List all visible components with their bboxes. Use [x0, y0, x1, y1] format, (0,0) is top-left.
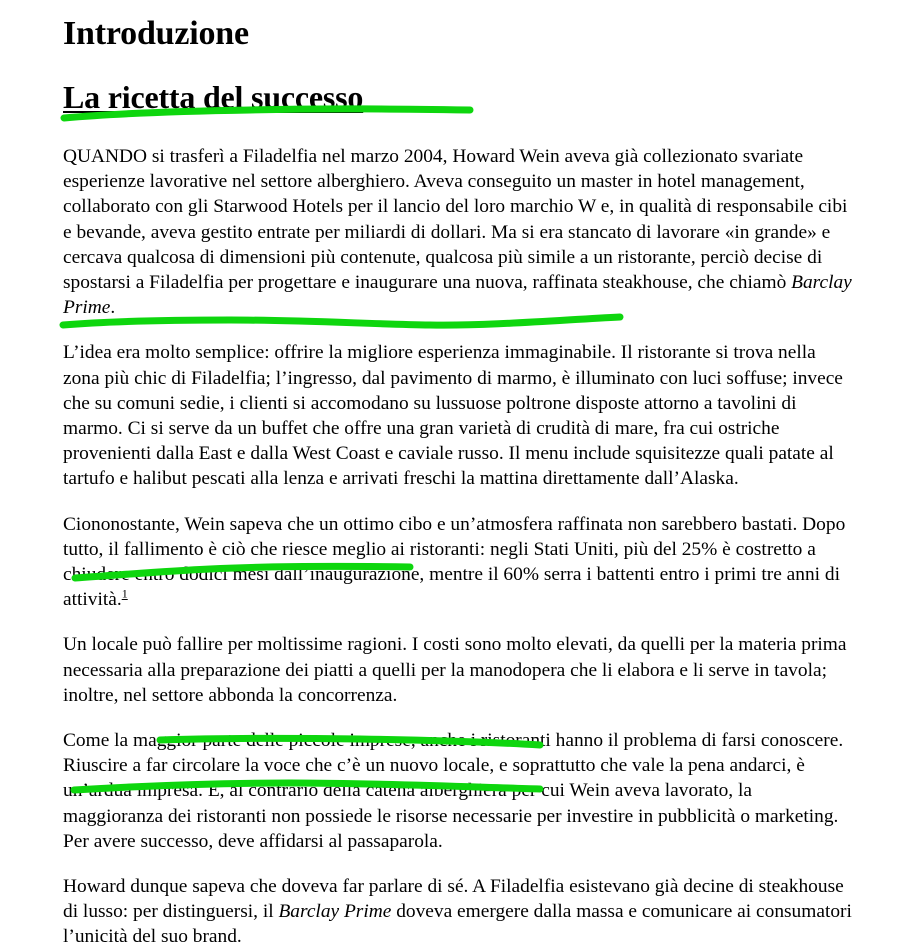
book-title-barclay-prime: Barclay Prime: [63, 272, 852, 319]
page-title: Introduzione: [63, 15, 249, 52]
paragraph-3-text: Ciononostante, Wein sapeva che un ottimo cibo e un’atmosfera raffinata non sarebbero bastati. Dopo tutto, il fallimento è ciò che riesce meglio ai ristoranti: negli Stati Uniti, più del 25% è costretto a chiudere entro dodici mesi dall’inaugurazione, mentre il 60% serra i battenti entro i primi tre anni di attività.: [63, 513, 846, 611]
paragraph-6-text-a: Howard dunque sapeva che doveva far parlare di sé. A Filadelfia esistevano già decine di steakhouse di lusso: per distinguersi, il: [63, 876, 844, 923]
paragraph-6: [63, 874, 853, 950]
paragraph-1-text-a: QUANDO si trasferì a Filadelfia nel marzo 2004, Howard Wein aveva già collezionato svariate esperienze lavorative nel settore alberghiero. Aveva conseguito un master in hotel management, collaborato con gli Starwood Hotels per il lancio del loro marchio W e, in qualità di responsabile cibi e bevande, aveva gestito entrate per miliardi di dollari. Ma si era stancato di lavorare «in grande» e cercava qualcosa di dimensioni più contenute, qualcosa più simile a un ristorante, perciò decise di spostarsi a Filadelfia per progettare e inaugurare una nuova, raffinata steakhouse, che chiamò: [63, 146, 848, 294]
paragraph-5-text: Come la maggior parte delle piccole imprese, anche i ristoranti hanno il problema di farsi conoscere. Riuscire a far circolare la voce che c’è un nuovo locale, e soprattutto che vale la pena andarci, è un’ardua impresa. E, al contrario della catena alberghiera per cui Wein aveva lavorato, la maggioranza dei ristoranti non possiede le risorse necessarie per investire in pubblicità o marketing. Per avere successo, deve affidarsi al passaparola.: [63, 730, 844, 852]
paragraph-4: [63, 632, 853, 708]
section-heading: La ricetta del successo: [63, 79, 364, 115]
paragraph-2-text: L’idea era molto semplice: offrire la migliore esperienza immaginabile. Il ristorante si trova nella zona più chic di Filadelfia; l’ingresso, dal pavimento di marmo, è illuminato con luci soffuse; invece che su comuni sedie, i clienti si accomodano su lussuose poltrone disposte attorno a tavolini di marmo. Ci si serve da un buffet che offre una gran varietà di crudità di mare, fra cui ostriche provenienti dalla East e dalla West Coast e caviale russo. Il menu include squisitezze quali patate al tartufo e halibut pescati alla lenza e arrivati freschi la mattina direttamente dall’Alaska.: [63, 342, 843, 490]
paragraph-1: [63, 144, 853, 320]
footnote-reference-1[interactable]: 1: [121, 586, 128, 601]
paragraph-4-text: Un locale può fallire per moltissime ragioni. I costi sono molto elevati, da quelli per la materia prima necessaria alla preparazione dei piatti a quelli per la manodopera che li elabora e li serve in tavola; inoltre, nel settore abbonda la concorrenza.: [63, 634, 847, 706]
paragraph-2: [63, 340, 853, 491]
paragraph-5: [63, 728, 853, 854]
text-column: [63, 0, 853, 950]
paragraph-6-text-b: doveva emergere dalla massa e comunicare ai consumatori l’unicità del suo brand.: [63, 901, 852, 948]
paragraph-3: [63, 512, 853, 613]
book-title-barclay-prime-2: Barclay Prime: [278, 901, 392, 923]
paragraph-1-text-b: .: [110, 297, 116, 319]
